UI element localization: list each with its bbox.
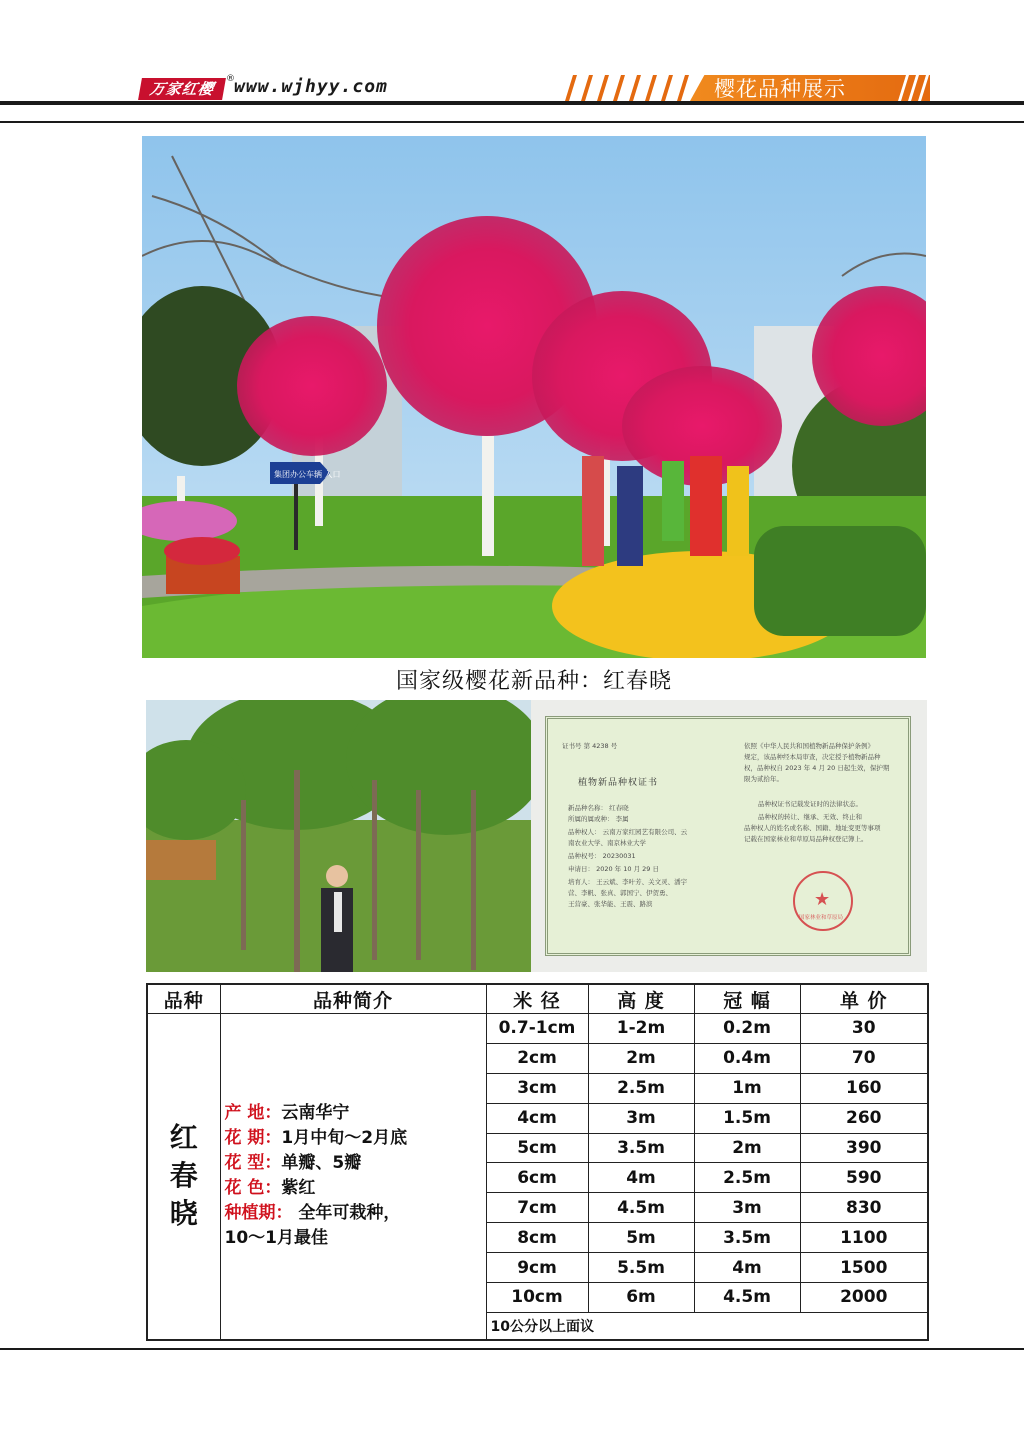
column-header: 品种	[147, 984, 220, 1014]
certificate-text: 权，品种权自 2023 年 4 月 20 日起生效，保护期	[744, 764, 890, 772]
header-right-stripes	[892, 75, 932, 101]
price-cell: 30	[800, 1014, 928, 1044]
crown-cell: 0.2m	[694, 1014, 800, 1044]
column-header: 高 度	[588, 984, 694, 1014]
crown-cell: 3m	[694, 1193, 800, 1223]
certificate-title: 植物新品种权证书	[578, 778, 659, 788]
height-cell: 1-2m	[588, 1014, 694, 1044]
height-cell: 2.5m	[588, 1073, 694, 1103]
certificate-text: 限为贰拾年。	[744, 775, 783, 783]
diameter-cell: 7cm	[486, 1193, 588, 1223]
certificate-text: 记载在国家林业和草原局品种权登记簿上。	[744, 835, 868, 843]
website-url[interactable]: www.wjhyy.com	[234, 76, 388, 97]
crown-cell: 4m	[694, 1253, 800, 1283]
diameter-cell: 4cm	[486, 1103, 588, 1133]
price-note: 10公分以上面议	[486, 1312, 928, 1340]
certificate-text: 规定，该品种经本局审查，决定授予植物新品种	[744, 753, 881, 761]
variety-intro	[220, 1014, 486, 1340]
intro-line: 花 期：1月中旬～2月底	[224, 1128, 408, 1149]
intro-line: 花 型：单瓣、5瓣	[224, 1153, 362, 1174]
certificate-number: 证书号 第 4238 号	[562, 742, 618, 750]
header-stripes	[555, 75, 715, 101]
page-header	[0, 0, 1024, 125]
brand-logo: 万家红樱	[138, 78, 226, 100]
price-cell: 2000	[800, 1283, 928, 1313]
variety-char: 红	[169, 1121, 198, 1155]
column-header: 单 价	[800, 984, 928, 1014]
crown-cell: 4.5m	[694, 1283, 800, 1313]
height-cell: 4.5m	[588, 1193, 694, 1223]
column-header: 冠 幅	[694, 984, 800, 1014]
diameter-cell: 2cm	[486, 1043, 588, 1073]
height-cell: 4m	[588, 1163, 694, 1193]
height-cell: 6m	[588, 1283, 694, 1313]
variety-cell	[147, 1014, 220, 1340]
diameter-cell: 3cm	[486, 1073, 588, 1103]
price-cell: 1100	[800, 1223, 928, 1253]
table-row	[147, 1014, 928, 1044]
table-header-row	[147, 984, 928, 1014]
intro-line: 10～1月最佳	[224, 1228, 328, 1249]
diameter-cell: 9cm	[486, 1253, 588, 1283]
cherry-blossom-photo	[142, 136, 926, 658]
header-rule-thin	[0, 121, 1024, 123]
certificate-field: 所属的属或种： 李属	[568, 815, 629, 823]
direction-sign: 集团办公车辆 入口	[274, 470, 341, 479]
diameter-cell: 10cm	[486, 1283, 588, 1313]
column-header: 米 径	[486, 984, 588, 1014]
diameter-cell: 6cm	[486, 1163, 588, 1193]
footer-rule	[0, 1348, 1024, 1350]
diameter-cell: 5cm	[486, 1133, 588, 1163]
plant-variety-certificate	[531, 700, 927, 972]
price-cell: 160	[800, 1073, 928, 1103]
variety-name	[148, 1119, 220, 1233]
price-cell: 70	[800, 1043, 928, 1073]
height-cell: 3.5m	[588, 1133, 694, 1163]
variety-char: 春	[169, 1159, 198, 1193]
crown-cell: 2m	[694, 1133, 800, 1163]
certificate-field: 品种权人： 云南万家红园艺有限公司、云	[568, 828, 688, 836]
certificate-frame	[545, 716, 911, 956]
crown-cell: 0.4m	[694, 1043, 800, 1073]
certificate-field: 南农业大学、南京林业大学	[568, 839, 646, 847]
height-cell: 3m	[588, 1103, 694, 1133]
intro-line: 产 地：云南华宁	[224, 1103, 350, 1124]
star-icon: ★	[814, 889, 831, 910]
variety-char: 晓	[169, 1197, 198, 1231]
official-seal	[793, 871, 853, 931]
crown-cell: 1m	[694, 1073, 800, 1103]
height-cell: 5m	[588, 1223, 694, 1253]
price-cell: 1500	[800, 1253, 928, 1283]
certificate-field: 营、李帆、张真、郭国宁、伊贺勇、	[568, 889, 672, 897]
certificate-field: 培育人： 王云斌、李叶芳、关文灵、潘宇	[568, 878, 688, 886]
certificate-text: 品种权证书记载发证时的法律状态。	[758, 800, 862, 808]
price-table	[146, 983, 929, 1341]
certificate-field: 品种权号： 20230031	[568, 852, 636, 860]
certificate-field: 申请日： 2020 年 10 月 29 日	[568, 865, 659, 873]
main-caption: 国家级樱花新品种：红春晓	[395, 669, 672, 694]
header-rule	[0, 101, 1024, 105]
price-cell: 390	[800, 1133, 928, 1163]
price-cell: 830	[800, 1193, 928, 1223]
height-cell: 5.5m	[588, 1253, 694, 1283]
crown-cell: 1.5m	[694, 1103, 800, 1133]
intro-line: 花 色：紫红	[224, 1178, 316, 1199]
diameter-cell: 8cm	[486, 1223, 588, 1253]
height-cell: 2m	[588, 1043, 694, 1073]
certificate-text: 依照《中华人民共和国植物新品种保护条例》	[744, 742, 874, 750]
section-title: 樱花品种展示	[714, 77, 846, 101]
intro-line: 种植期： 全年可栽种，	[224, 1203, 401, 1224]
seal-text: 国家林业和草原局	[799, 915, 844, 921]
certificate-text: 品种权的转让、继承、无效、终止和	[758, 813, 862, 821]
crown-cell: 2.5m	[694, 1163, 800, 1193]
tree-nursery-photo	[146, 700, 531, 972]
certificate-text: 品种权人的姓名或名称、国籍、地址变更等事项	[744, 824, 881, 832]
price-cell: 590	[800, 1163, 928, 1193]
certificate-field: 王营豪、张华能、王震、路滨	[568, 900, 653, 908]
diameter-cell: 0.7-1cm	[486, 1014, 588, 1044]
price-cell: 260	[800, 1103, 928, 1133]
crown-cell: 3.5m	[694, 1223, 800, 1253]
registered-mark: ®	[226, 74, 235, 84]
certificate-field: 新品种名称： 红春晓	[568, 804, 629, 812]
column-header: 品种简介	[220, 984, 486, 1014]
